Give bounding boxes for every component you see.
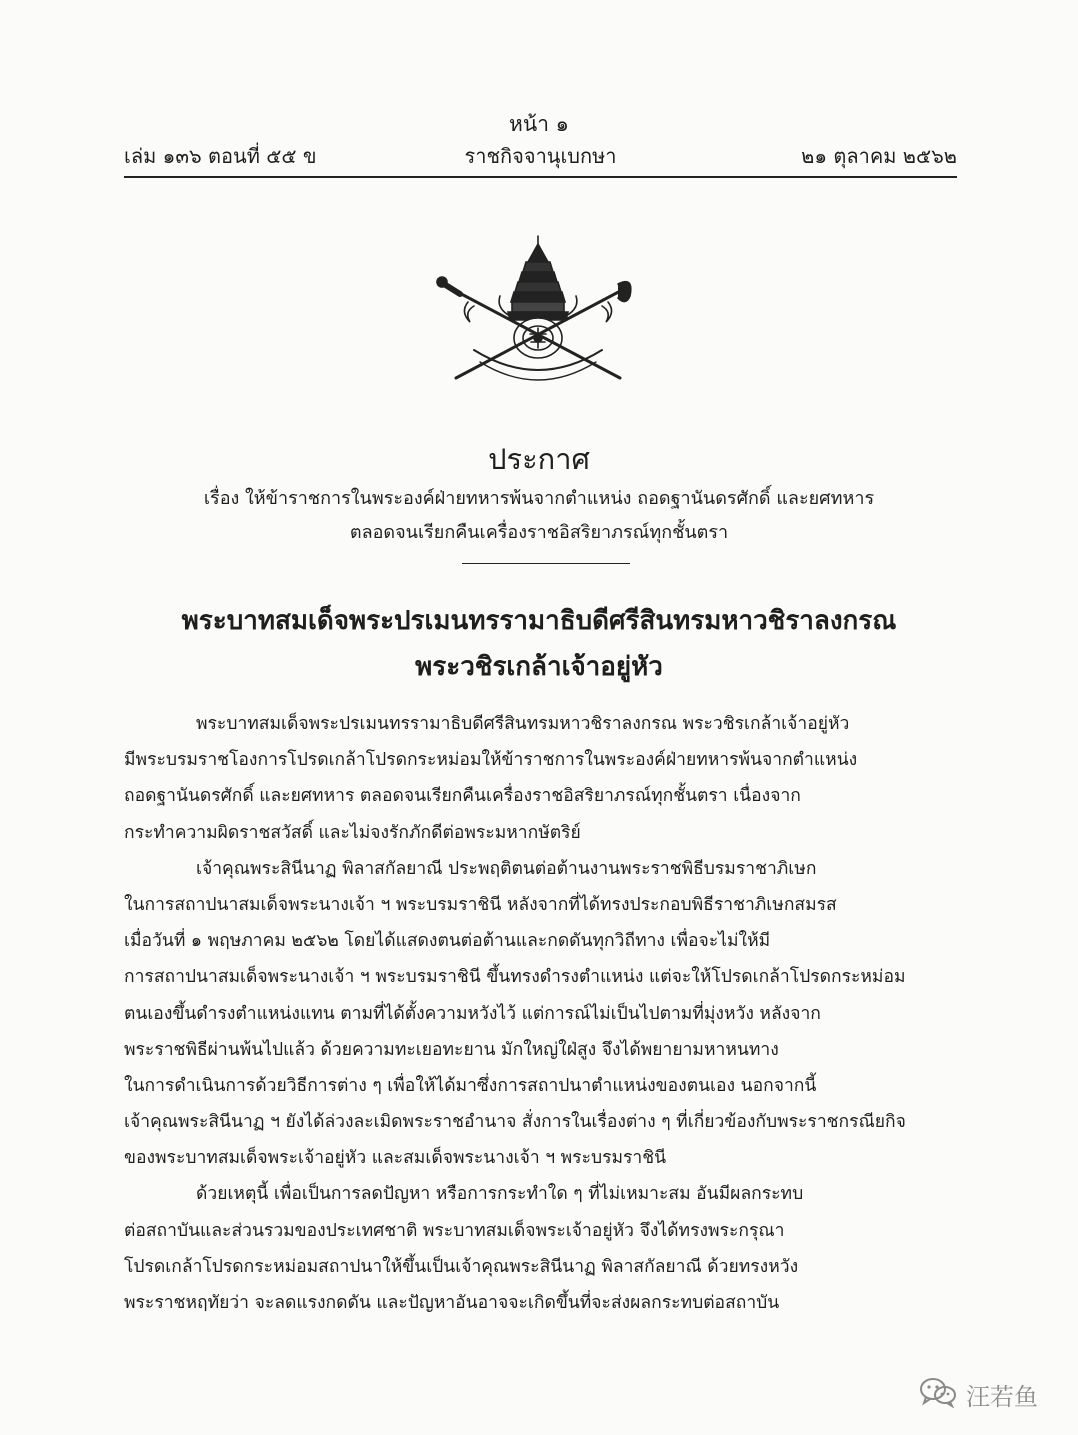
royal-title-line: พระบาทสมเด็จพระปรเมนทรรามาธิบดีศรีสินทรมหาวชิราลงกรณ	[181, 606, 897, 636]
body-line: โปรดเกล้าโปรดกระหม่อมสถาปนาให้ขึ้นเป็นเจ้าคุณพระสินีนาฏ พิลาสกัลยาณี ด้วยทรงหวัง	[124, 1256, 799, 1277]
body-line: พระบาทสมเด็จพระปรเมนทรรามาธิบดีศรีสินทรมหาวชิราลงกรณ พระวชิรเกล้าเจ้าอยู่หัว	[196, 714, 850, 734]
announcement-body	[124, 706, 958, 1321]
body-line: เจ้าคุณพระสินีนาฏ พิลาสกัลยาณี ประพฤติตนต่อต้านงานพระราชพิธีบรมราชาภิเษก	[196, 858, 817, 879]
watermark-text: 汪若鱼	[966, 1382, 1038, 1411]
body-line: ของพระบาทสมเด็จพระเจ้าอยู่หัว และสมเด็จพระนางเจ้า ฯ พระบรมราชินี	[124, 1148, 667, 1169]
body-line: ด้วยเหตุนี้ เพื่อเป็นการลดปัญหา หรือการกระทำใด ๆ ที่ไม่เหมาะสม อันมีผลกระทบ	[196, 1184, 804, 1205]
subject-line: ตลอดจนเรียกคืนเครื่องราชอิสริยาภรณ์ทุกชั้นตรา	[349, 522, 729, 543]
volume-issue: เล่ม ๑๓๖ ตอนที่ ๕๕ ข	[124, 144, 317, 168]
body-line: พระราชหฤทัยว่า จะลดแรงกดดัน และปัญหาอันอาจจะเกิดขึ้นที่จะส่งผลกระทบต่อสถาบัน	[124, 1293, 780, 1313]
announcement-type: ประกาศ	[488, 442, 590, 476]
body-line: ในการสถาปนาสมเด็จพระนางเจ้า ฯ พระบรมราชินี หลังจากที่ได้ทรงประกอบพิธีราชาภิเษกสมรส	[124, 894, 837, 915]
royal-title	[80, 598, 998, 690]
body-line: ตนเองขึ้นดำรงตำแหน่งแทน ตามที่ได้ตั้งความหวังไว้ แต่การณ์ไม่เป็นไปตามที่มุ่งหวัง หลังจาก	[124, 1003, 821, 1024]
royal-title-line: พระวชิรเกล้าเจ้าอยู่หัว	[415, 652, 663, 682]
body-line: ต่อสถาบันและส่วนรวมของประเทศชาติ พระบาทสมเด็จพระเจ้าอยู่หัว จึงได้ทรงพระกรุณา	[124, 1220, 785, 1241]
gazette-name: ราชกิจจานุเบกษา	[464, 144, 617, 168]
subject-line: เรื่อง ให้ข้าราชการในพระองค์ฝ่ายทหารพ้นจากตำแหน่ง ถอดฐานันดรศักดิ์ และยศทหาร	[203, 488, 875, 509]
announcement-subject	[110, 482, 968, 550]
body-line: มีพระบรมราชโองการโปรดเกล้าโปรดกระหม่อมให้ข้าราชการในพระองค์ฝ่ายทหารพ้นจากตำแหน่ง	[124, 750, 858, 771]
header-divider	[124, 176, 957, 178]
body-line: เจ้าคุณพระสินีนาฏ ฯ ยังได้ล่วงละเมิดพระราชอำนาจ สั่งการในเรื่องต่าง ๆ ที่เกี่ยวข้องกับพระราชกรณียกิจ	[124, 1112, 906, 1133]
page-number: หน้า ๑	[509, 112, 569, 136]
body-line: ในการดำเนินการด้วยวิธีการต่าง ๆ เพื่อให้ได้มาซึ่งการสถาปนาตำแหน่งของตนเอง นอกจากนี้	[124, 1075, 817, 1096]
body-line: ถอดฐานันดรศักดิ์ และยศทหาร ตลอดจนเรียกคืนเครื่องราชอิสริยาภรณ์ทุกชั้นตรา เนื่องจาก	[124, 786, 801, 807]
body-line: การสถาปนาสมเด็จพระนางเจ้า ฯ พระบรมราชินี ขึ้นทรงดำรงตำแหน่ง แต่จะให้โปรดเกล้าโปรดกระหม่อม	[124, 967, 906, 988]
section-divider	[462, 563, 630, 564]
body-line: กระทำความผิดราชสวัสดิ์ และไม่จงรักภักดีต่อพระมหากษัตริย์	[124, 822, 581, 843]
wechat-icon	[918, 1376, 958, 1412]
body-line: พระราชพิธีผ่านพ้นไปแล้ว ด้วยความทะเยอทะยาน มักใหญ่ใฝ่สูง จึงได้พยายามหาหนทาง	[124, 1039, 779, 1060]
watermark	[918, 1376, 1038, 1412]
royal-emblem-icon	[430, 232, 646, 394]
gazette-header	[124, 140, 957, 174]
body-line: เมื่อวันที่ ๑ พฤษภาคม ๒๕๖๒ โดยได้แสดงตนต่อต้านและกดดันทุกวิถีทาง เพื่อจะไม่ให้มี	[124, 931, 771, 952]
publication-date: ๒๑ ตุลาคม ๒๕๖๒	[801, 144, 957, 168]
